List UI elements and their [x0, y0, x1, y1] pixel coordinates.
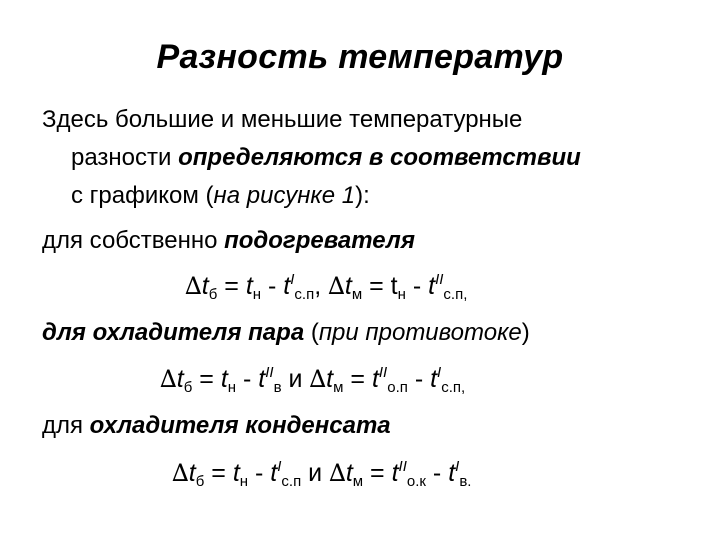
formula-op: и	[301, 459, 330, 487]
delta-symbol: ∆	[329, 459, 346, 487]
formula-var: t	[326, 365, 334, 393]
formula-sub: н	[239, 473, 249, 491]
delta-symbol: ∆	[185, 272, 202, 300]
formula-sub: н	[227, 379, 237, 397]
formula-var: t	[430, 365, 438, 393]
formula-var: t	[448, 459, 456, 487]
delta-symbol: ∆	[328, 272, 345, 300]
delta-symbol: ∆	[160, 365, 177, 393]
formula-var: t	[232, 459, 240, 487]
formula-sup: I	[437, 364, 442, 382]
delta-symbol: ∆	[172, 459, 189, 487]
formula-sub: с.п,	[443, 286, 468, 304]
formula-op: =	[363, 459, 392, 487]
formula-op: -	[236, 365, 259, 393]
formula-var: t	[390, 272, 398, 300]
formula-var: t	[428, 272, 436, 300]
formula-op: ,	[314, 272, 329, 300]
formula-var: t	[270, 459, 278, 487]
formula-var: t	[201, 272, 209, 300]
formula-sup: I	[455, 458, 460, 476]
formula-sup: I	[277, 458, 282, 476]
formula-var: t	[283, 272, 291, 300]
emphasis-text: для охладителя пара	[42, 319, 305, 346]
formula-sub: в.	[459, 473, 472, 491]
formula-sub: о.к	[406, 473, 426, 491]
paragraph-line-1	[42, 105, 522, 135]
condensate-label	[42, 411, 391, 441]
formula-sup: II	[435, 271, 444, 289]
formula-sub: о.п	[387, 379, 408, 397]
formula-op: -	[407, 365, 431, 393]
text: )	[521, 319, 530, 346]
formula-sub: с.п	[294, 286, 315, 304]
formula-op: =	[192, 365, 221, 393]
formula-sub: б	[208, 286, 218, 304]
formula-var: t	[344, 272, 352, 300]
formula-sub: м	[333, 379, 344, 397]
formula-sub: с.п,	[441, 379, 466, 397]
text: с графиком (	[71, 182, 214, 209]
emphasis-text: подогревателя	[224, 227, 415, 254]
formula-var: t	[176, 365, 184, 393]
formula-sub: с.п	[281, 473, 302, 491]
text: для собственно	[42, 227, 225, 254]
formula-heater	[185, 270, 467, 302]
formula-op: -	[425, 459, 449, 487]
formula-op: =	[362, 272, 391, 300]
italic-text: при противотоке	[318, 319, 522, 346]
formula-op: =	[204, 459, 233, 487]
formula-sub: н	[252, 286, 262, 304]
formula-op: и	[281, 365, 310, 393]
formula-op: =	[217, 272, 246, 300]
paragraph-line-2	[71, 143, 581, 173]
text: Здесь большие и меньшие температурные	[42, 106, 523, 133]
formula-sub: н	[397, 286, 406, 304]
formula-op: -	[405, 272, 429, 300]
italic-text: на рисунке 1	[213, 182, 356, 209]
cooler-label	[42, 318, 530, 348]
formula-sub: б	[195, 473, 205, 491]
formula-sup: II	[398, 458, 407, 476]
delta-symbol: ∆	[309, 365, 327, 393]
formula-var: t	[188, 459, 196, 487]
formula-sub: м	[352, 473, 364, 491]
formula-sub: в	[273, 379, 282, 397]
formula-sup: II	[378, 364, 388, 382]
formula-op: -	[248, 459, 271, 487]
text: ):	[355, 182, 370, 209]
formula-var: t	[345, 459, 353, 487]
text: для	[42, 412, 90, 439]
formula-var: t	[258, 365, 266, 393]
formula-sub: б	[183, 379, 193, 397]
text: (	[304, 319, 319, 346]
formula-sub: м	[351, 286, 363, 304]
formula-var: t	[391, 459, 399, 487]
text: разности	[71, 144, 179, 171]
emphasis-text: охладителя конденсата	[89, 412, 391, 439]
formula-var: t	[245, 272, 253, 300]
formula-var: t	[371, 365, 379, 393]
formula-cooler	[160, 363, 465, 395]
paragraph-line-3	[71, 181, 370, 211]
formula-var: t	[220, 365, 228, 393]
formula-sup: II	[265, 364, 274, 382]
page-title: Разность температур	[156, 38, 564, 76]
emphasis-text: определяются в соответствии	[178, 144, 581, 171]
formula-condensate	[172, 457, 471, 489]
formula-op: -	[261, 272, 284, 300]
formula-op: =	[343, 365, 372, 393]
heater-label	[42, 226, 415, 256]
formula-sup: I	[290, 271, 295, 289]
